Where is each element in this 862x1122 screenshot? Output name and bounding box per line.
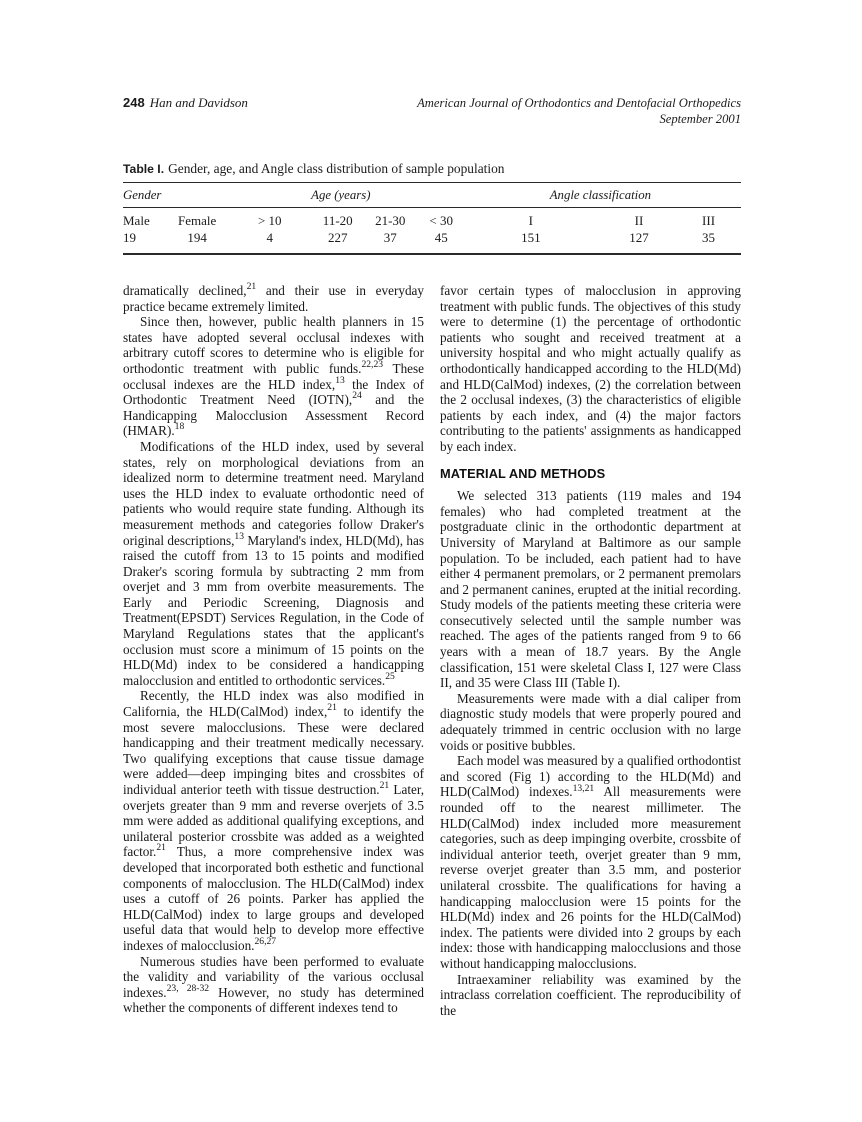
paragraph: dramatically declined,$^{21}$ and their use in everyday practice became extremely limited. bbox=[123, 281, 425, 314]
sample-table bbox=[123, 182, 741, 255]
paragraph: Each model was measured by a qualified orthodontist and scored (Fig 1) according to the HLD(Md) and HLD(CalMod) indexes.$^{13,21}$ All measurements were rounded off to the nearest millimeter. The HLD(CalMod) index included more measurement categories, such as deep impinging overbite, crossbite of individual anterior teeth, overjet greater than 9 mm, reverse overjet greater than 3.5 mm, and posterior unilateral crossbite. The qualifications for having a handicapping malocclusion were 15 points for the HLD(Md) index and 26 points for the HLD(CalMod) index. The patients were divided into 2 groups by each index: those with handicapping malocclusions and those without handicapping malocclusions. bbox=[440, 753, 741, 971]
table-cell: 151 bbox=[521, 230, 541, 245]
table-cell: 4 bbox=[266, 230, 274, 245]
paragraph: Intraexaminer reliability was examined by the intraclass correlation coefficient. The reproducibility of the bbox=[440, 971, 741, 1018]
paragraph: We selected 313 patients (119 males and 194 females) who had completed treatment at the postgraduate clinic in the orthodontic department at University of Maryland at Baltimore as our sample population. To be included, each patient had to have either 4 permanent premolars, or 2 permanent premolars and 2 permanent canines, erupted at the initial recording. Study models of the patients meeting these criteria were consecutively selected until the sample number was reached. The ages of the patients ranged from 9 to 66 years with a mean of 18.7 years. By the Angle classification, 151 were skeletal Class I, 127 were Class II, and 35 were Class III (Table I). bbox=[440, 488, 741, 691]
table-col-header: < 30 bbox=[429, 213, 454, 228]
reference-superscript: 13,21 bbox=[572, 782, 595, 794]
paragraph: Numerous studies have been performed to evaluate the validity and variability of the various occlusal indexes.$^{23, 28-32}$ However, no study has determined whether the components of different indexes tend to bbox=[123, 953, 425, 1016]
paragraph: Measurements were made with a dial caliper from diagnostic study models that were properly poured and adequately trimmed in centric occlusion with no large voids or positive bubbles. bbox=[440, 690, 741, 753]
running-header-left bbox=[123, 95, 248, 111]
table-col-header: Female bbox=[178, 213, 217, 228]
table-caption-text: Gender, age, and Angle class distribution of sample population bbox=[168, 161, 505, 176]
reference-superscript: 13 bbox=[234, 530, 245, 542]
page-content bbox=[123, 95, 741, 1018]
reference-superscript: 23, 28-32 bbox=[166, 982, 210, 994]
paragraph: favor certain types of malocclusion in approving treatment with public funds. The objectives of this study were to determine (1) the percentage of orthodontic patients who sought and received treatment at a university hospital and who might actually qualify as orthodontically handicapped according to the HLD(Md) and HLD(CalMod) indexes, (2) the correlation between the 2 occlusal indexes, (3) the characteristics of eligible patients by each index, and (4) the major factors contributing to the patients' assignments as handicapped by each index. bbox=[440, 283, 741, 454]
paragraph: Modifications of the HLD index, used by several states, rely on morphological deviations from an idealized norm to determine treatment need. Maryland uses the HLD index to evaluate orthodontic need of patients who would require state funding. Although its measurement methods and categories follow Draker's original descriptions,$^{13}$ Maryland's index, HLD(Md), has raised the cutoff from 13 to 15 points and modified Draker's scoring formula by subtracting 2 mm from overjet and 3 mm from overbite measurements. The Early and Periodic Screening, Diagnosis and Treatment(EPSDT) Services Regulation, in the Code of Maryland Regulations states that the applicant's occlusion must score a minimum of 15 points on the HLD(Md) index to be considered a handicapping malocclusion and entitled to orthodontic services.$^{25}$ bbox=[123, 438, 424, 688]
table-caption bbox=[123, 161, 741, 177]
table-cell: 227 bbox=[327, 230, 348, 245]
reference-superscript: 21 bbox=[327, 702, 337, 714]
table-col-header: 11-20 bbox=[322, 213, 353, 228]
running-header bbox=[123, 95, 741, 127]
reference-superscript: 25 bbox=[385, 670, 395, 682]
table-cell: 19 bbox=[123, 230, 136, 245]
table-col-header: 21-30 bbox=[375, 213, 406, 228]
table-cell: 127 bbox=[629, 230, 649, 245]
table-cell: 35 bbox=[702, 230, 716, 245]
reference-superscript: 13 bbox=[335, 374, 345, 386]
journal-name: American Journal of Orthodontics and Dentofacial Orthopedics bbox=[417, 96, 741, 110]
table-label: Table I. bbox=[123, 162, 165, 176]
table-col-header: II bbox=[634, 213, 644, 228]
table-block bbox=[123, 161, 741, 255]
table-col-header: III bbox=[702, 213, 716, 228]
article-body bbox=[123, 283, 741, 1018]
reference-superscript: 18 bbox=[174, 421, 185, 433]
table-cell: 194 bbox=[187, 230, 207, 245]
group-header-gender: Gender bbox=[123, 183, 222, 208]
body-left-column bbox=[123, 283, 424, 1018]
table-cell: 37 bbox=[383, 230, 397, 245]
table-col-header: Male bbox=[123, 213, 150, 228]
paragraph: Recently, the HLD index was also modified in California, the HLD(CalMod) index,$^{21}$ to identify the most severe malocclusions. These were declared handicapping and their treatment medically necessary. Two qualifying exceptions that cause tissue damage were added—deep impinging bites and crossbites of individual anterior teeth with tissue destruction.$^{21}$ Later, overjets greater than 9 mm and reverse overjets of 3.5 mm were added as additional qualifying exceptions, and unilateral posterior crossbite was added as a weighted factor.$^{21}$ Thus, a more comprehensive index was developed that incorporated both esthetic and functional components of malocclusion. The HLD(CalMod) index uses a cutoff of 26 points. Parker has applied the HLD(CalMod) index to large groups and developed useful data that would help to develop more effective indexes of malocclusion.$^{26,27}$ bbox=[123, 688, 424, 953]
running-header-right bbox=[417, 95, 741, 127]
table-col-header: > 10 bbox=[257, 213, 282, 228]
body-right-column bbox=[440, 283, 741, 1018]
reference-superscript: 22,23 bbox=[361, 359, 384, 371]
table-value-row bbox=[123, 230, 741, 254]
reference-superscript: 26,27 bbox=[254, 936, 277, 948]
reference-superscript: 24 bbox=[352, 390, 362, 402]
table-cell: 45 bbox=[434, 230, 448, 245]
section-heading: MATERIAL AND METHODS bbox=[440, 465, 606, 481]
paragraph: Since then, however, public health planners in 15 states have adopted several occlusal indexes with arbitrary cutoff scores to determine who is eligible for orthodontic treatment with public funds.$^{22,23}$ These occlusal indexes are the HLD index,$^{13}$ the Index of Orthodontic Treatment Need (IOTN),$^{24}$ and the Handicapping Malocclusion Assessment Record (HMAR).$^{18}$ bbox=[123, 314, 425, 439]
reference-superscript: 21 bbox=[379, 780, 390, 792]
reference-superscript: 21 bbox=[246, 281, 257, 293]
group-header-angle: Angle classification bbox=[460, 183, 741, 208]
table-group-header-row bbox=[123, 183, 741, 208]
page-number: 248 bbox=[123, 95, 145, 110]
group-header-age: Age (years) bbox=[222, 183, 460, 208]
table-col-header: I bbox=[528, 213, 533, 228]
running-authors: Han and Davidson bbox=[149, 95, 248, 110]
issue-date: September 2001 bbox=[659, 112, 741, 126]
reference-superscript: 21 bbox=[156, 842, 166, 854]
table-column-header-row bbox=[123, 208, 741, 231]
